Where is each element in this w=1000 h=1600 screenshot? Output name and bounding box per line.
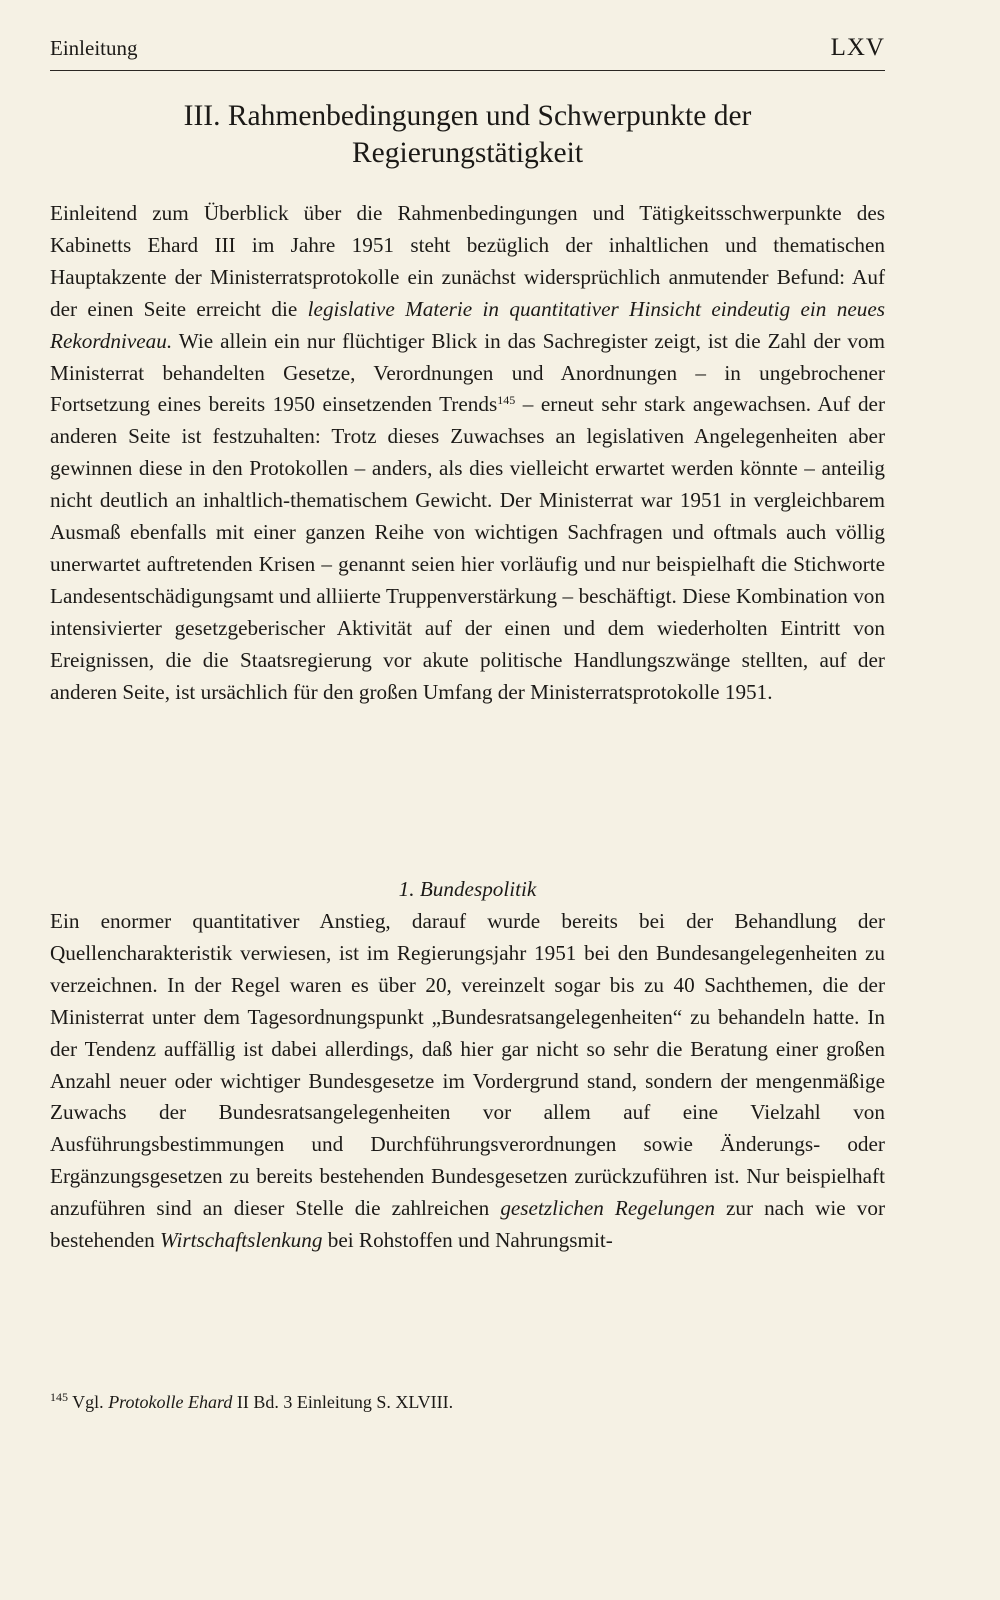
paragraph-intro-text-3: – erneut sehr stark angewachsen. Auf der anderen Seite ist festzuhalten: Trotz dieses Zuwachses an legislativen Angelegenheiten aber gewinnen diese in den Protokollen – anders, als dies vielleicht erwartet werden könnte – anteilig nicht deutlich an inhaltlich-thematischem Gewicht. Der Ministerrat war 1951 in vergleichbarem Ausmaß ebenfalls mit einer ganzen Reihe von wichtigen Sachfragen und oftmals auch völlig unerwartet auftretenden Krisen – genannt seien hier vorläufig und nur beispielhaft die Stichworte Landesentschädigungsamt und alliierte Truppenverstärkung – beschäftigt. Diese Kombination von intensivierter gesetzgeberischer Aktivität auf der einen und dem wiederholten Eintritt von Ereignissen, die die Staatsregierung vor akute politische Handlungszwänge stellten, auf der anderen Seite, ist ursächlich für den großen Umfang der Ministerratsprotokolle 1951. [50,392,886,704]
paragraph-bundespolitik-text-3: bei Rohstoffen und Nahrungsmit- [322,1228,613,1253]
footnote [50,1390,885,1414]
section-heading: 1. Bundespolitik [398,877,537,901]
footnote-reference[interactable]: 145 [497,393,516,408]
footnote-source-title: Protokolle Ehard [108,1392,233,1412]
running-head-section: Einleitung [50,36,138,60]
running-head [50,34,885,71]
paragraph-intro-text-1: Einleitend zum Überblick über die Rahmenbedingungen und Tätigkeitsschwerpunkte des Kabinetts Ehard III im Jahre 1951 steht bezüglich der inhaltlichen und thematischen Hauptakzente der Ministerratsprotokolle ein zunächst widersprüchlich anmutender Befund: Auf der einen Seite erreicht die [50,201,885,321]
paragraph-bundespolitik-emphasis-1: gesetzlichen Regelungen [500,1196,715,1221]
paragraph-bundespolitik-emphasis-2: Wirtschaftslenkung [160,1228,323,1253]
paragraph-bundespolitik [50,906,885,1257]
paragraph-intro-emphasis: legislative Materie in quantitativer Hinsicht eindeutig ein neues Rekordniveau. [50,296,885,353]
footnote-number: 145 [50,1390,68,1404]
footnote-text-2: II Bd. 3 Einleitung S. XLVIII. [232,1392,454,1412]
chapter-title-line-2: Regierungstätigkeit [351,137,584,169]
chapter-title-line-1: III. Rahmenbedingungen und Schwerpunkte der [183,100,752,132]
footnote-text-1: Vgl. [68,1392,109,1412]
paragraph-bundespolitik-text-1: Ein enormer quantitativer Anstieg, darauf wurde bereits bei der Behandlung der Quellencharakteristik verwiesen, ist im Regierungsjahr 1951 bei den Bundesangelegenheiten zu verzeichnen. In der Regel waren es über 20, vereinzelt sogar bis zu 40 Sachthemen, die der Ministerrat unter dem Tagesordnungspunkt „Bundesratsangelegenheiten“ zu behandeln hatte. In der Tendenz auffällig ist dabei allerdings, daß hier gar nicht so sehr die Beratung einer großen Anzahl neuer oder wichtiger Bundesgesetze im Vordergrund stand, sondern der mengenmäßige Zuwachs der Bundesratsangelegenheiten vor allem auf eine Vielzahl von Ausführungsbestimmungen und Durchführungsverordnungen sowie Änderungs- oder Ergänzungsgesetzen zu bereits bestehenden Bundesgesetzen zurückzuführen ist. Nur beispielhaft anzuführen sind an dieser Stelle die zahlreichen [50,909,885,1221]
paragraph-bundespolitik-text-2: zur nach wie vor bestehenden [50,1196,885,1253]
chapter-title [50,98,885,172]
paragraph-intro [50,198,885,709]
paragraph-intro-text-2: Wie allein ein nur flüchtiger Blick in das Sachregister zeigt, ist die Zahl der vom Ministerrat behandelten Gesetze, Verordnungen und Anordnungen – in ungebrochener Fortsetzung eines bereits 1950 einsetzenden Trends [50,328,885,417]
page-number: LXV [830,34,885,61]
